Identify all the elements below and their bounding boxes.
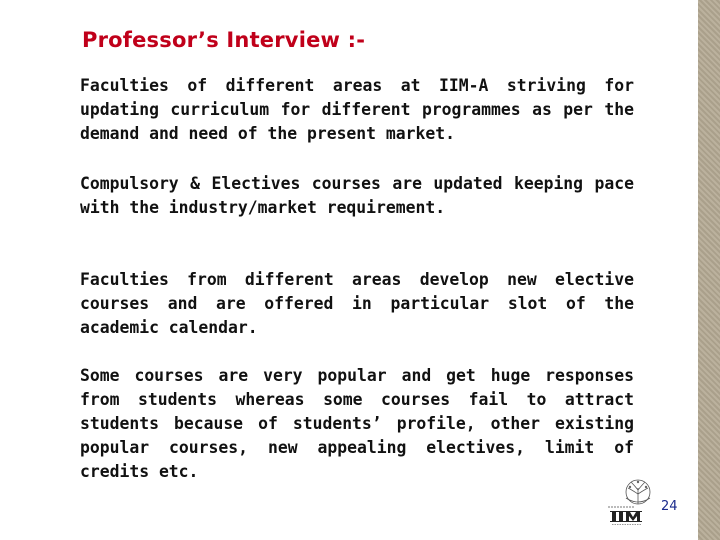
paragraph-curriculum: Faculties of different areas at IIM-A striving for updating curriculum for different programmes as per the demand and need of the present market.: [80, 76, 634, 143]
page-number: 24: [661, 499, 678, 514]
slide-title: Professor’s Interview :-: [82, 28, 366, 52]
background-edge-texture: [698, 0, 720, 540]
paragraph-course-popularity: Some courses are very popular and get huge responses from students whereas some courses fail to attract students because of students’ profile, other existing popular courses, new appealing electives, limit of credits etc.: [80, 366, 634, 481]
paragraph-compulsory-electives: Compulsory & Electives courses are updated keeping pace with the industry/market requirement.: [80, 174, 634, 217]
paragraph-new-electives: Faculties from different areas develop new elective courses and are offered in particular slot of the academic calendar.: [80, 270, 634, 337]
